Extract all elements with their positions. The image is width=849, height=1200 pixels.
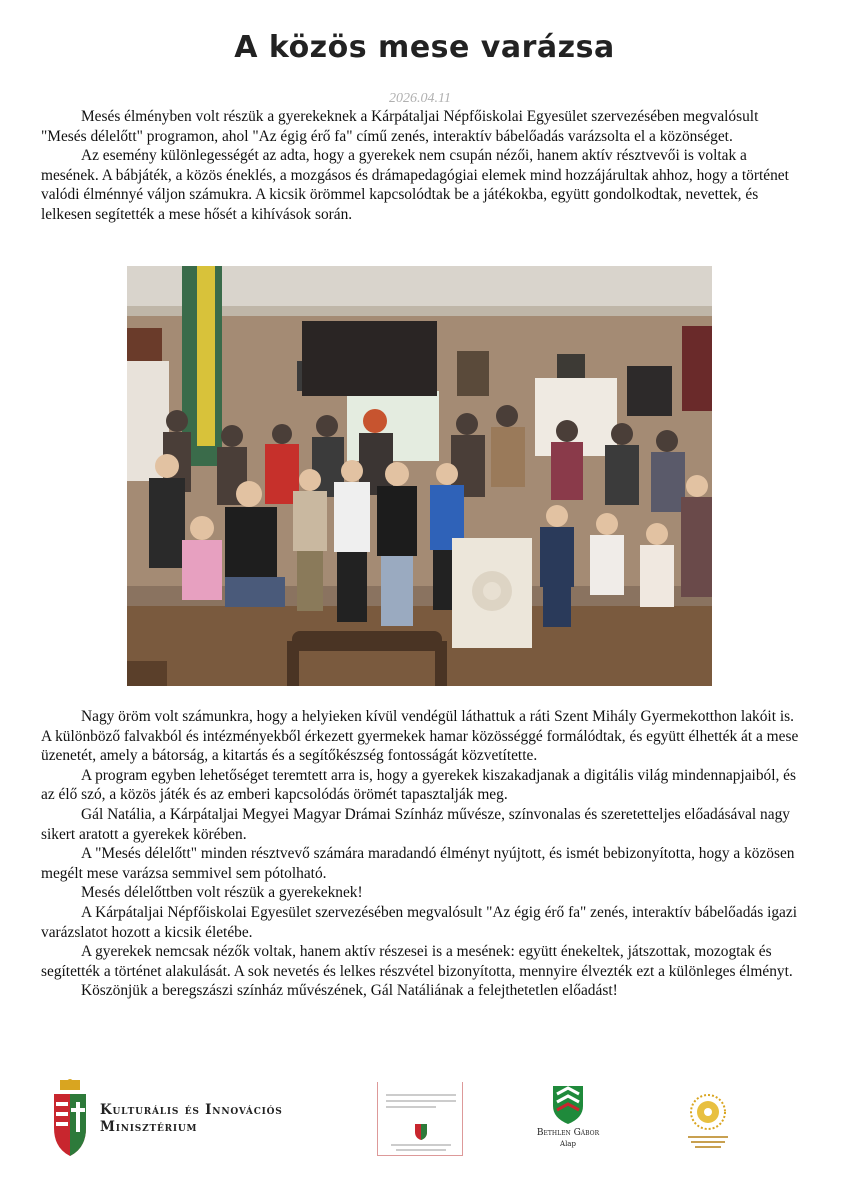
body-paragraph: A program egyben lehetőséget teremtett arra is, hogy a gyerekek kiszakadjanak a digitális világ mindennapjaiból, és az élő szó, a közös játék és az emberi kapcsolódás örömét tapasztalják meg. [41,766,796,804]
intro-text [41,107,801,225]
folk-school-emblem-icon [683,1092,733,1152]
hungarian-crest-icon [50,1078,90,1158]
bethlen-sub: Alap [560,1140,576,1148]
event-photo [127,266,712,686]
theatre-logo [377,1082,463,1156]
logo-line [386,1106,436,1108]
intro-paragraph: Az esemény különlegességét az adta, hogy a gyerekek nem csupán nézői, hanem aktív résztvevői is voltak a mesének. A bábjáték, a közös éneklés, a mozgásos és drámapedagógiai elemek mind hozzájárultak ahhoz, hogy a történet valódi élménnyé váljon számukra. A kicsik örömmel kapcsolódtak be a játékokba, együtt gondolkodtak, nevettek, és lelkesen segítették a mese hősét a kihívások során. [41,147,789,223]
page-title: A közös mese varázsa [234,30,615,65]
body-paragraph: Nagy öröm volt számunkra, hogy a helyieken kívül vendégül láthattuk a ráti Szent Mihály Gyermekotthon lakóit is. A különböző falvakból és intézményekből érkezett gyermekek hamar közösséggé formálódtak, és együtt élhették át a mese üzenetét, amely a bátorság, a kitartás és a segítőkészség fontosságát közvetítette. [41,708,799,765]
body-paragraph: Gál Natália, a Kárpátaljai Megyei Magyar Drámai Színház művésze, színvonalas és szeretetteljes előadásával nagy sikert aratott a gyerekek körében. [41,805,790,843]
bethlen-shield-icon [551,1084,585,1124]
crest-icon [414,1122,428,1140]
body-paragraph: Mesés délelőttben volt részük a gyerekeknek! [81,884,363,902]
body-paragraph: A "Mesés délelőtt" minden résztvevő számára maradandó élményt nyújtott, és ismét bebizonyította, hogy a közösen megélt mese varázsa semmivel sem pótolható. [41,845,795,882]
intro-paragraph: Mesés élményben volt részük a gyerekeknek a Kárpátaljai Népfőiskolai Egyesület szervezésében megvalósult "Mesés délelőtt" programon, ahol "Az égig érő fa" című zenés, interaktív bábelőadás varázsolta el a közönséget. [41,108,759,145]
logo-line [391,1144,451,1146]
bethlen-name: Bethlen Gábor [536,1128,600,1138]
logo-line [386,1094,456,1096]
group-photo-illustration [127,266,712,686]
sponsor-logos [0,1070,849,1170]
ministry-logo [50,1078,310,1158]
body-text [41,707,801,1001]
body-paragraph: A gyerekek nemcsak nézők voltak, hanem aktív részesei is a mesének: együtt énekeltek, játszottak, mozogtak és segítették a történet alakulását. A sok nevetés és lelkes részvétel bizonyította, mennyire élvezték ezt a különleges élményt. [41,943,793,980]
bethlen-gabor-logo [533,1082,603,1162]
logo-line [386,1100,456,1102]
body-paragraph: Köszönjük a beregszászi színház művészének, Gál Natáliának a felejthetetlen előadást! [81,982,618,1000]
ministry-name: Kulturális és Innovációs Minisztérium [100,1102,283,1135]
publish-date: 2026.04.11 [389,91,451,106]
logo-line [396,1149,446,1151]
folk-school-logo [683,1092,733,1152]
body-paragraph: A Kárpátaljai Népfőiskolai Egyesület szervezésében megvalósult "Az égig érő fa" zenés, interaktív bábelőadás igazi varázslatot hozott a kicsik életébe. [41,903,797,941]
